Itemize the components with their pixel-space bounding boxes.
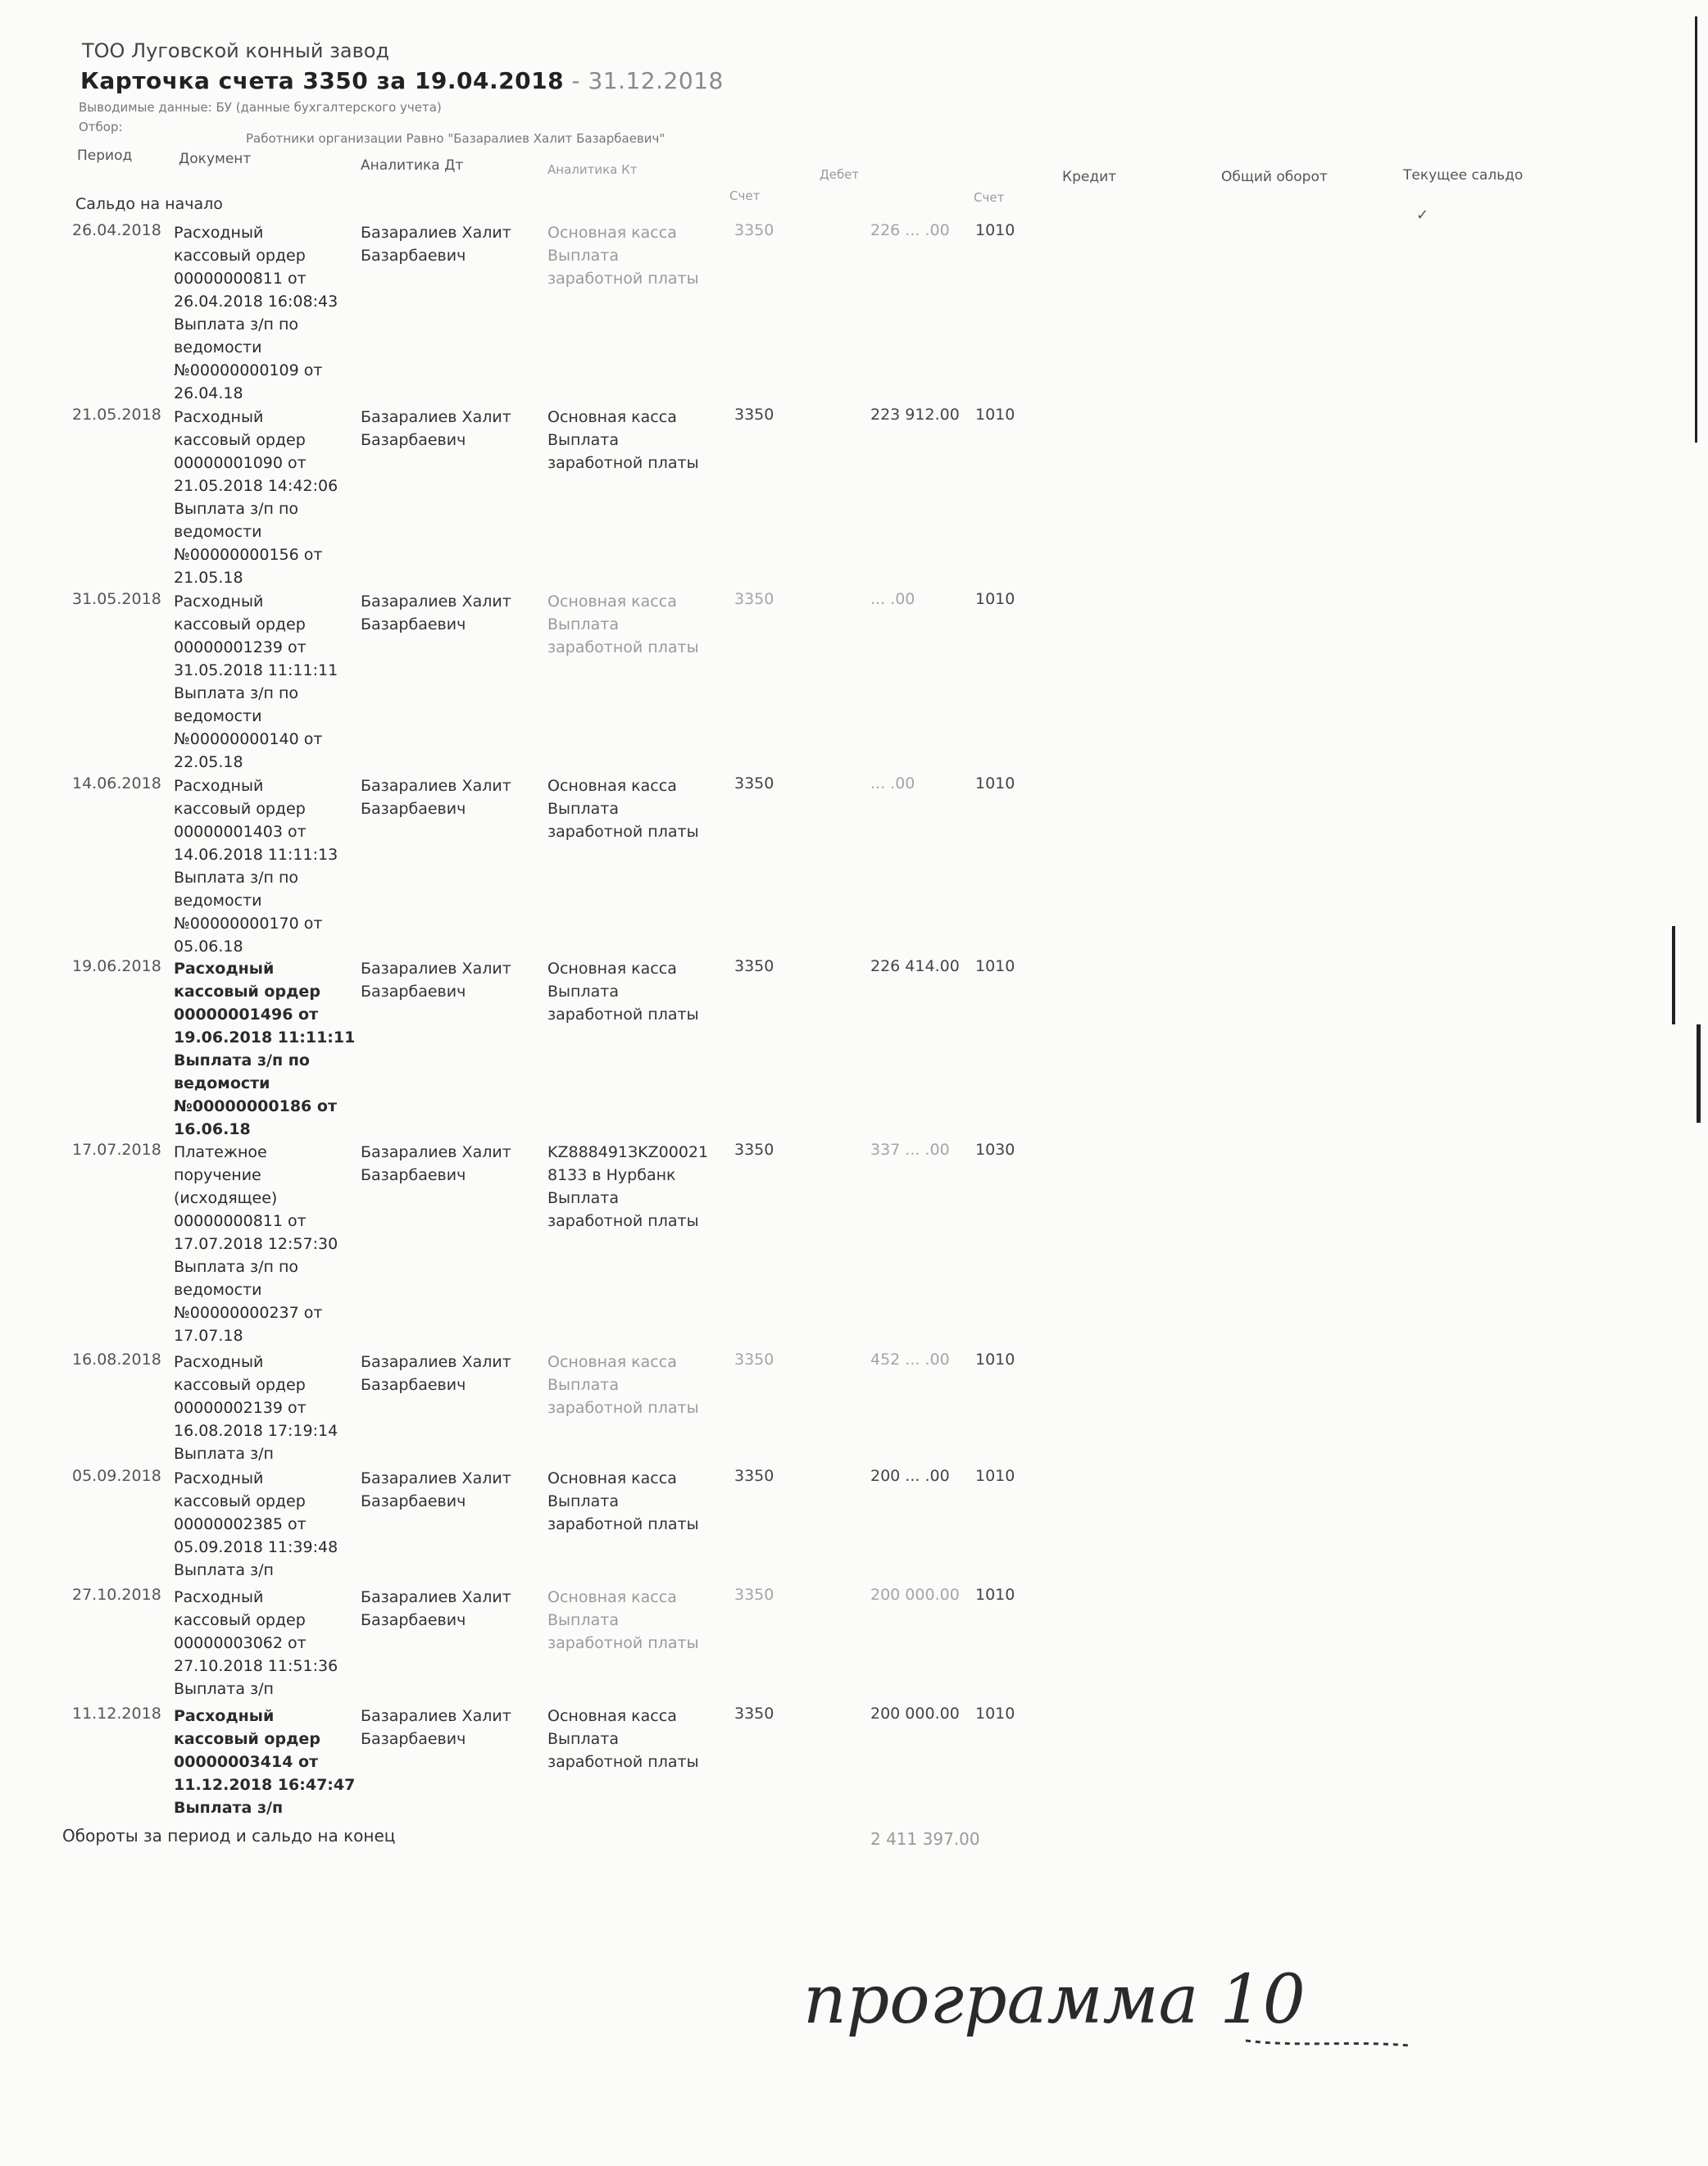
document-title	[80, 67, 724, 94]
page-edge-mark	[1697, 1024, 1701, 1123]
row-account-2: 1010	[975, 1351, 1015, 1369]
row-account-2: 1010	[975, 774, 1015, 792]
row-date: 21.05.2018	[72, 406, 161, 424]
row-debit-sum: ... .00	[870, 774, 915, 792]
row-debit-sum: 223 912.00	[870, 406, 960, 424]
row-debit-sum: 226 414.00	[870, 957, 960, 975]
row-account-2: 1010	[975, 1467, 1015, 1485]
row-analytics-kt: Основная касса Выплата заработной платы	[547, 777, 699, 841]
page-edge-mark	[1695, 16, 1697, 443]
row-analytics-dt: Базаралиев Халит Базарбаевич	[361, 224, 511, 265]
row-document: Расходный кассовый ордер 00000002385 от 05.09.2018 11:39:48 Выплата з/п	[174, 1469, 338, 1579]
row-account-2: 1010	[975, 406, 1015, 424]
row-analytics-kt: Основная касса Выплата заработной платы	[547, 1707, 699, 1771]
page-edge-mark	[1672, 926, 1675, 1024]
row-account: 3350	[734, 1351, 775, 1369]
row-debit-sum: 200 000.00	[870, 1705, 960, 1723]
column-account: Счет	[729, 188, 761, 203]
row-document: Расходный кассовый ордер 00000001496 от 19.06.2018 11:11:11 Выплата з/п по ведомости №00000000186 от 16.06.18	[174, 960, 356, 1138]
row-debit-sum: ... .00	[870, 590, 915, 608]
row-account-2: 1030	[975, 1141, 1015, 1159]
row-account: 3350	[734, 1141, 775, 1159]
filter-label: Отбор:	[79, 120, 123, 134]
column-current-balance: Текущее сальдо	[1403, 167, 1524, 184]
row-date: 26.04.2018	[72, 221, 161, 239]
row-account: 3350	[734, 1586, 775, 1604]
row-account-2: 1010	[975, 590, 1015, 608]
row-analytics-dt: Базаралиев Халит Базарбаевич	[361, 1588, 511, 1629]
column-analytics-kt: Аналитика Кт	[547, 162, 638, 177]
row-document: Расходный кассовый ордер 00000003414 от 11.12.2018 16:47:47 Выплата з/п	[174, 1707, 356, 1817]
row-analytics-kt: KZ888491ЗKZ00021 8133 в Нурбанк Выплата заработной платы	[547, 1143, 709, 1230]
totals-label: Обороты за период и сальдо на конец	[62, 1826, 396, 1846]
row-debit-sum: 226 ... .00	[870, 221, 950, 239]
row-account: 3350	[734, 406, 775, 424]
check-mark: ✓	[1416, 207, 1429, 224]
row-date: 27.10.2018	[72, 1586, 161, 1604]
title-period-end: - 31.12.2018	[564, 67, 724, 94]
row-analytics-dt: Базаралиев Халит Базарбаевич	[361, 1143, 511, 1184]
row-analytics-kt: Основная касса Выплата заработной платы	[547, 408, 699, 472]
row-analytics-dt: Базаралиев Халит Базарбаевич	[361, 408, 511, 449]
row-date: 11.12.2018	[72, 1705, 161, 1723]
column-debit: Дебет	[820, 167, 860, 182]
row-document: Платежное поручение (исходящее) 00000000811 от 17.07.2018 12:57:30 Выплата з/п по ведомости №00000000237 от 17.07.18	[174, 1143, 338, 1345]
row-account: 3350	[734, 590, 775, 608]
row-analytics-dt: Базаралиев Халит Базарбаевич	[361, 960, 511, 1001]
row-debit-sum: 200 000.00	[870, 1586, 960, 1604]
row-analytics-dt: Базаралиев Халит Базарбаевич	[361, 593, 511, 633]
row-date: 17.07.2018	[72, 1141, 161, 1159]
row-date: 31.05.2018	[72, 590, 161, 608]
row-analytics-dt: Базаралиев Халит Базарбаевич	[361, 1707, 511, 1748]
column-period: Период	[77, 148, 133, 164]
row-analytics-dt: Базаралиев Халит Базарбаевич	[361, 1469, 511, 1510]
handwritten-text: программа 10	[803, 1961, 1306, 2039]
row-account: 3350	[734, 1705, 775, 1723]
column-credit: Кредит	[1062, 169, 1117, 185]
title-main: Карточка счета 3350 за 19.04.2018	[80, 67, 565, 94]
row-account: 3350	[734, 957, 775, 975]
row-account: 3350	[734, 1467, 775, 1485]
row-document: Расходный кассовый ордер 00000001403 от 14.06.2018 11:11:13 Выплата з/п по ведомости №00000000170 от 05.06.18	[174, 777, 338, 956]
opening-balance-label: Сальдо на начало	[75, 195, 223, 213]
row-analytics-kt: Основная касса Выплата заработной платы	[547, 960, 699, 1024]
row-account-2: 1010	[975, 1586, 1015, 1604]
row-document: Расходный кассовый ордер 00000003062 от 27.10.2018 11:51:36 Выплата з/п	[174, 1588, 338, 1698]
row-date: 05.09.2018	[72, 1467, 161, 1485]
column-analytics-dt: Аналитика Дт	[361, 157, 464, 174]
row-analytics-kt: Основная касса Выплата заработной платы	[547, 1353, 699, 1417]
row-date: 19.06.2018	[72, 957, 161, 975]
row-document: Расходный кассовый ордер 00000001090 от 21.05.2018 14:42:06 Выплата з/п по ведомости №00000000156 от 21.05.18	[174, 408, 338, 587]
row-debit-sum: 337 ... .00	[870, 1141, 950, 1159]
row-account-2: 1010	[975, 1705, 1015, 1723]
row-account: 3350	[734, 221, 775, 239]
row-analytics-kt: Основная касса Выплата заработной платы	[547, 1469, 699, 1533]
row-account-2: 1010	[975, 957, 1015, 975]
handwritten-note	[787, 1918, 1426, 2065]
filter-value: Работники организации Равно "Базаралиев Халит Базарбаевич"	[246, 131, 665, 146]
column-document: Документ	[179, 151, 252, 167]
row-account-2: 1010	[975, 221, 1015, 239]
row-analytics-dt: Базаралиев Халит Базарбаевич	[361, 777, 511, 818]
output-data-line: Выводимые данные: БУ (данные бухгалтерского учета)	[79, 100, 442, 115]
row-analytics-kt: Основная касса Выплата заработной платы	[547, 224, 699, 288]
row-date: 16.08.2018	[72, 1351, 161, 1369]
organization-name: ТОО Луговской конный завод	[82, 39, 389, 62]
column-total-turnover: Общий оборот	[1221, 169, 1328, 185]
column-account-2: Счет	[974, 190, 1005, 205]
row-analytics-kt: Основная касса Выплата заработной платы	[547, 1588, 699, 1652]
row-debit-sum: 452 ... .00	[870, 1351, 950, 1369]
row-document: Расходный кассовый ордер 00000000811 от 26.04.2018 16:08:43 Выплата з/п по ведомости №00000000109 от 26.04.18	[174, 224, 338, 402]
row-analytics-dt: Базаралиев Халит Базарбаевич	[361, 1353, 511, 1394]
row-account: 3350	[734, 774, 775, 792]
row-debit-sum: 200 ... .00	[870, 1467, 950, 1485]
row-document: Расходный кассовый ордер 00000002139 от 16.08.2018 17:19:14 Выплата з/п	[174, 1353, 338, 1463]
row-date: 14.06.2018	[72, 774, 161, 792]
row-document: Расходный кассовый ордер 00000001239 от 31.05.2018 11:11:11 Выплата з/п по ведомости №00000000140 от 22.05.18	[174, 593, 338, 771]
row-analytics-kt: Основная касса Выплата заработной платы	[547, 593, 699, 656]
totals-value: 2 411 397.00	[870, 1829, 980, 1849]
